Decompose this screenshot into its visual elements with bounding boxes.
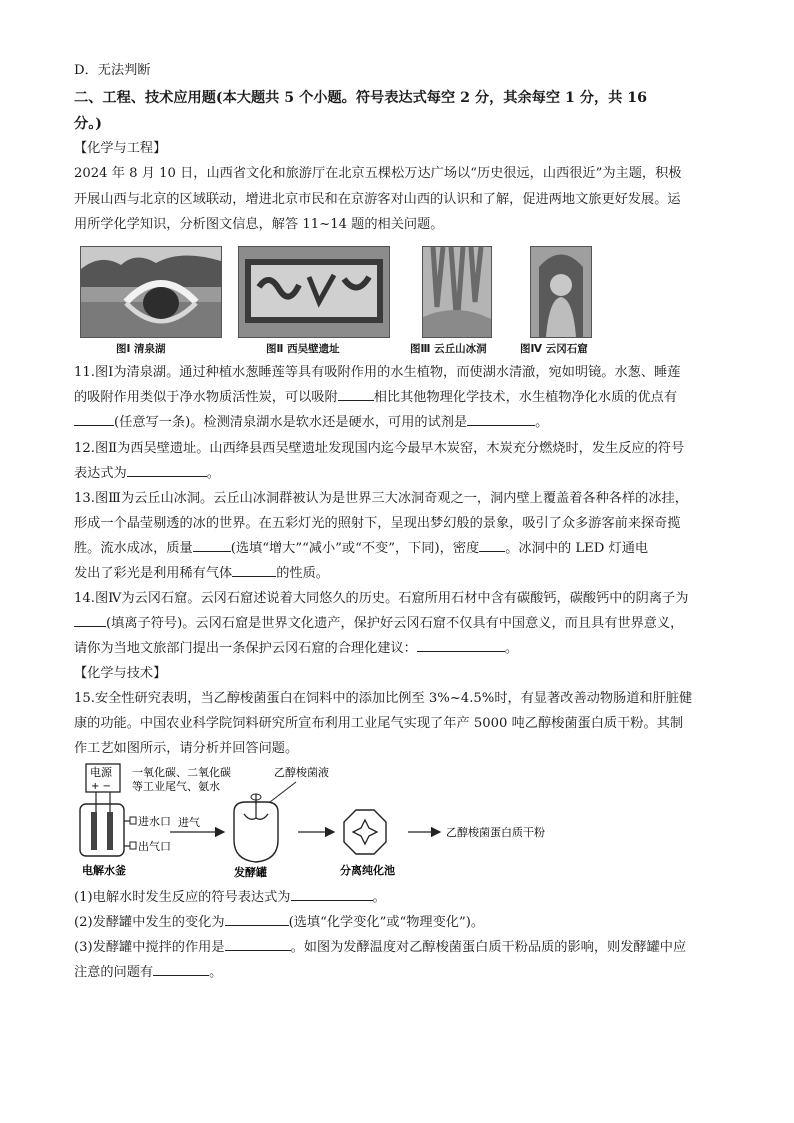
q15-sub3-text-b: 。如图为发酵温度对乙醇梭菌蛋白质干粉品质的影响，则发酵罐中应: [290, 940, 687, 955]
q13-blank-3[interactable]: [232, 562, 276, 577]
process-diagram: [74, 762, 594, 882]
q15-sub4: [74, 960, 222, 986]
q11-blank-1[interactable]: [338, 386, 374, 401]
q15-blank-4[interactable]: [153, 961, 209, 976]
q14-text-c: 。: [504, 641, 519, 656]
electrode-left: [91, 812, 97, 850]
separator-label: 分离纯化池: [340, 864, 395, 877]
q15-sub2-text-a: (2)发酵罐中发生的变化为: [74, 915, 225, 930]
power-terminals: + −: [91, 781, 111, 792]
photo-xiwubi-site: [238, 246, 390, 338]
q15-blank-1[interactable]: [291, 886, 373, 901]
q15-sub3: [74, 935, 686, 961]
q14-line1: 14.图Ⅳ为云冈石窟。云冈石窟述说着大同悠久的历史。石窟所用石材中含有碳酸钙，碳酸钙中的阴离子为: [74, 591, 689, 606]
q11-text-d: 。: [535, 415, 549, 430]
electrolysis-tank: [80, 804, 124, 856]
q15-line2: 康的功能。中国农业科学院饲料研究所宣布利用工业尾气实现了年产 5000 吨乙醇梭菌蛋白质干粉。其制: [74, 716, 684, 731]
intro-line2: 开展山西与北京的区域联动，增进北京市民和在京游客对山西的认识和了解，促进两地文旅更好发展。运: [74, 192, 681, 207]
q13-line3: [74, 536, 648, 562]
q13-text-b: (选填“增大”“减小”或“不变”，下同)，密度: [230, 541, 480, 556]
q12-line2: [74, 461, 220, 487]
outlet-label: 出气口: [138, 840, 171, 853]
q11-text-b: 相比其他物理化学技术，水生植物净化水质的优点有: [373, 390, 678, 405]
q11-line2: [74, 385, 677, 411]
q11-line3: [74, 410, 548, 436]
q13-text-c: 。冰洞中的 LED 灯通电: [505, 541, 649, 556]
q15-sub1: [74, 885, 386, 911]
caption-fig2: 图Ⅱ 西吴壁遗址: [266, 343, 340, 355]
q15-blank-2[interactable]: [225, 911, 289, 926]
inlet-label: 进水口: [138, 815, 171, 828]
q15-line1: 15.安全性研究表明，当乙醇梭菌蛋白在饲料中的添加比例至 3%~4.5%时，有显著改善动物肠道和肝脏健: [74, 691, 693, 706]
q12-line1: 12.图Ⅱ为西吴壁遗址。山西绛县西吴壁遗址发现国内迄今最早木炭窑，木炭充分燃烧时，发生反应的符号: [74, 441, 685, 456]
caption-fig4: 图Ⅳ 云冈石窟: [520, 343, 588, 355]
electrode-right: [107, 812, 113, 850]
fermenter-label: 发酵罐: [234, 866, 267, 879]
separator-star-icon: [353, 820, 377, 844]
q15-sub4-text-b: 。: [209, 965, 223, 980]
q11-text-a: 的吸附作用类似于净水物质活性炭，可以吸附: [74, 390, 338, 405]
intro-line1: 2024 年 8 月 10 日，山西省文化和旅游厅在北京五棵松万达广场以“历史很远，山西很近”为主题，积极: [74, 166, 682, 181]
q14-line3: [74, 636, 518, 662]
intro-line3: 用所学化学知识，分析图文信息，解答 11~14 题的相关问题。: [74, 217, 444, 232]
section-title-line2: 分。): [74, 116, 102, 132]
q11-blank-2[interactable]: [74, 411, 114, 426]
q12-blank[interactable]: [127, 462, 207, 477]
q14-line2: [74, 611, 683, 637]
photo-qingquan-lake: [80, 246, 222, 338]
gases-line1: 一氧化碳、二氧化碳: [132, 766, 231, 779]
tag-chem-engineering: 【化学与工程】: [74, 141, 167, 156]
q15-sub2-text-b: (选填“化学变化”或“物理变化”)。: [288, 915, 485, 930]
q14-text-a: (填离子符号)。云冈石窟是世界文化遗产，保护好云冈石窟不仅具有中国意义，而且具有世界意义，: [106, 616, 684, 631]
gases-line2: 等工业尾气、氨水: [132, 780, 220, 793]
electrolysis-label: 电解水釜: [82, 864, 126, 877]
photo-yunqiu-ice-cave: [422, 246, 492, 338]
q14-blank-2[interactable]: [417, 637, 505, 652]
caption-fig3: 图Ⅲ 云丘山冰洞: [410, 343, 487, 355]
q11-blank-3[interactable]: [467, 411, 535, 426]
q15-sub2: [74, 910, 484, 936]
q15-blank-3[interactable]: [225, 936, 291, 951]
q13-line1: 13.图Ⅲ为云丘山冰洞。云丘山冰洞群被认为是世界三大冰洞奇观之一，洞内壁上覆盖着各种各样的冰挂，: [74, 491, 688, 506]
q13-line2: 形成一个晶莹剔透的冰的世界。在五彩灯光的照射下，呈现出梦幻般的景象，吸引了众多游客前来探奇揽: [74, 516, 681, 531]
q14-text-b: 请你为当地文旅部门提出一条保护云冈石窟的合理化建议：: [74, 641, 417, 656]
section-title-line1: 二、工程、技术应用题(本大题共 5 个小题。符号表达式每空 2 分，其余每空 1 分，共 16: [74, 90, 648, 106]
tag-chem-technology: 【化学与技术】: [74, 666, 167, 681]
option-d: D．无法判断: [74, 63, 151, 78]
product-label: 乙醇梭菌蛋白质干粉: [446, 826, 545, 839]
feed-label: 进气: [178, 816, 200, 829]
broth-label: 乙醇梭菌液: [274, 766, 329, 779]
q11-line1: 11.图Ⅰ为清泉湖。通过种植水葱睡莲等具有吸附作用的水生植物，而使湖水清澈，宛如明镜。水葱、睡莲: [74, 365, 681, 380]
caption-fig1: 图Ⅰ 清泉湖: [116, 343, 166, 355]
q14-blank-1[interactable]: [74, 612, 106, 627]
q13-text-e: 的性质。: [276, 566, 329, 581]
q13-blank-2[interactable]: [479, 537, 505, 552]
q12-text-a: 表达式为: [74, 466, 127, 481]
power-label: 电源: [90, 766, 112, 779]
q13-line4: [74, 561, 329, 587]
q15-line3: 作工艺如图所示，请分析并回答问题。: [74, 741, 299, 756]
q13-text-d: 发出了彩光是利用稀有气体: [74, 566, 233, 581]
q15-sub1-text-a: (1)电解水时发生反应的符号表达式为: [74, 890, 291, 905]
q13-text-a: 胜。流水成冰，质量: [74, 541, 193, 556]
q15-sub1-text-b: 。: [372, 890, 386, 905]
q13-blank-1[interactable]: [193, 537, 231, 552]
q15-sub4-text-a: 注意的问题有: [74, 965, 154, 980]
separator-tank: [344, 810, 386, 854]
q12-text-b: 。: [206, 466, 220, 481]
q15-sub3-text-a: (3)发酵罐中搅拌的作用是: [74, 940, 225, 955]
q11-text-c: (任意写一条)。检测清泉湖水是软水还是硬水，可用的试剂是: [114, 415, 468, 430]
photo-yungang-grottoes: [530, 246, 592, 338]
